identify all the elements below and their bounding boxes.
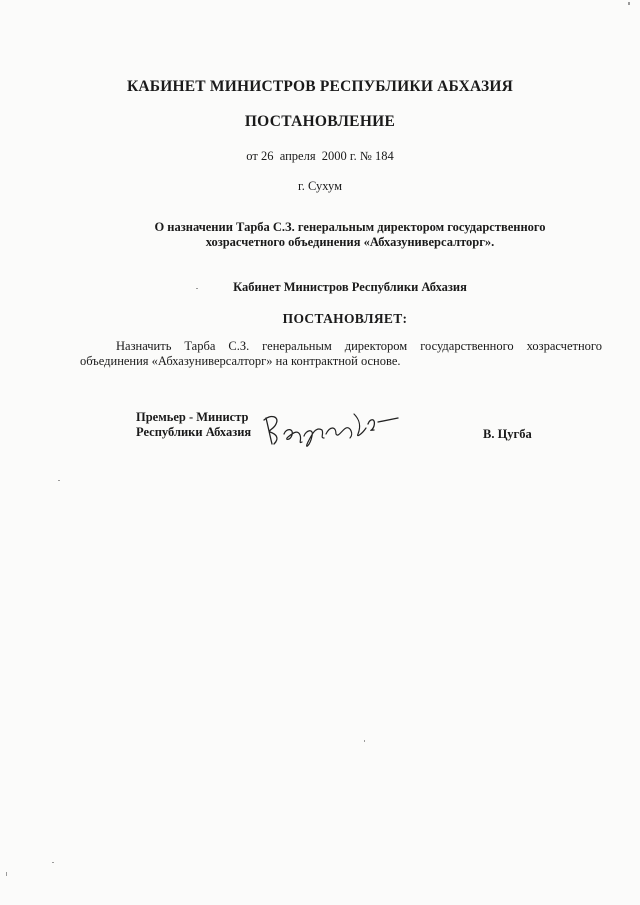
signatory-title (136, 410, 251, 440)
scan-speck (58, 480, 60, 481)
scan-speck (364, 740, 365, 742)
date-and-number: от 26 апреля 2000 г. № 184 (246, 149, 394, 163)
subject-line-1: О назначении Тарба С.З. генеральным директором государственного (154, 220, 546, 234)
scan-speck (628, 2, 630, 5)
decree-body (80, 339, 602, 369)
scan-speck (196, 288, 198, 289)
issuer: Кабинет Министров Республики Абхазия (233, 280, 467, 294)
organization-title: КАБИНЕТ МИНИСТРОВ РЕСПУБЛИКИ АБХАЗИЯ (126, 78, 514, 95)
signatory-title-line-1: Премьер - Министр (136, 410, 249, 424)
body-line-1: Назначить Тарба С.З. генеральным директором государственного хозрасчетного (116, 339, 602, 353)
handwritten-signature-icon (258, 404, 406, 454)
decree-subject (0, 220, 640, 250)
body-line-2: объединения «Абхазуниверсалторг» на контрактной основе. (80, 354, 401, 368)
scan-speck (6, 872, 7, 876)
signatory-title-line-2: Республики Абхазия (136, 425, 252, 439)
decree-word: ПОСТАНОВЛЯЕТ: (282, 311, 408, 326)
document-type: ПОСТАНОВЛЕНИЕ (244, 113, 396, 130)
signer-name: В. Цугба (483, 427, 532, 441)
subject-line-2: хозрасчетного объединения «Абхазуниверсалторг». (205, 235, 495, 249)
scan-speck (52, 862, 54, 863)
city: г. Сухум (297, 179, 342, 193)
